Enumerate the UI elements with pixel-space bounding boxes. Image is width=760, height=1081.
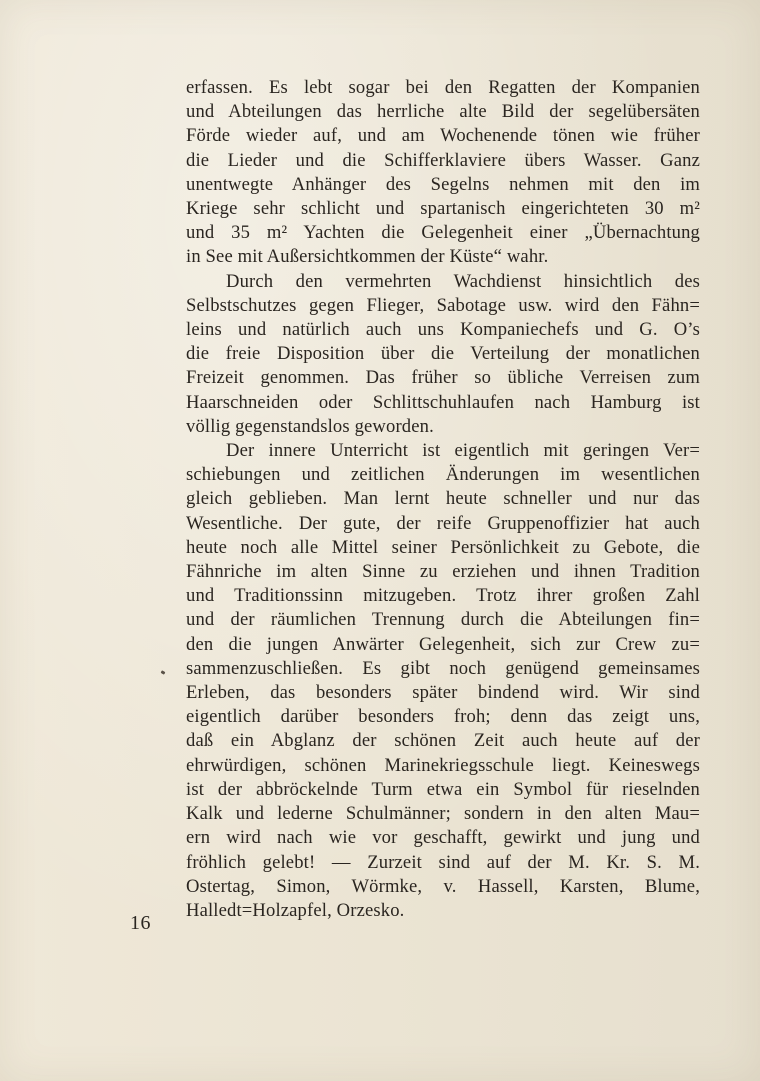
- text-line: Ostertag, Simon, Wörmke, v. Hassell, Karsten, Blume,: [186, 875, 700, 897]
- text-line: und der räumlichen Trennung durch die Abteilungen fin=: [186, 609, 700, 631]
- text-line: fröhlich gelebt! — Zurzeit sind auf der M. Kr. S. M.: [186, 851, 700, 873]
- text-line: sammenzuschließen. Es gibt noch genügend gemeinsames: [186, 657, 700, 679]
- text-line: schiebungen und zeitlichen Änderungen im wesentlichen: [186, 464, 700, 486]
- text-line: Förde wieder auf, und am Wochenende tönen wie früher: [186, 125, 700, 147]
- text-line: heute noch alle Mittel seiner Persönlichkeit zu Gebote, die: [186, 536, 700, 558]
- text-line: Erleben, das besonders später bindend wird. Wir sind: [186, 682, 700, 704]
- text-line: die freie Disposition über die Verteilung der monatlichen: [186, 343, 700, 365]
- text-line: in See mit Außersichtkommen der Küste“ wahr.: [186, 246, 549, 268]
- ink-speck: [161, 670, 166, 675]
- text-line: Selbstschutzes gegen Flieger, Sabotage usw. wird den Fähn=: [186, 294, 700, 316]
- text-line: und 35 m² Yachten die Gelegenheit einer „Übernachtung: [186, 222, 700, 244]
- text-line: den die jungen Anwärter Gelegenheit, sich zur Crew zu=: [186, 633, 700, 655]
- text-line: Freizeit genommen. Das früher so übliche Verreisen zum: [186, 367, 700, 389]
- text-line: leins und natürlich auch uns Kompaniechefs und G. O’s: [186, 319, 700, 341]
- text-line: Halledt=Holzapfel, Orzesko.: [186, 899, 405, 921]
- text-line: Durch den vermehrten Wachdienst hinsichtlich des: [226, 270, 700, 292]
- text-line: Fähnriche im alten Sinne zu erziehen und ihnen Tradition: [186, 561, 700, 583]
- text-line: eigentlich darüber besonders froh; denn das zeigt uns,: [186, 706, 700, 728]
- text-line: Wesentliche. Der gute, der reife Gruppenoffizier hat auch: [186, 512, 700, 534]
- text-line: ist der abbröckelnde Turm etwa ein Symbol für rieselnden: [186, 778, 700, 800]
- text-line: unentwegte Anhänger des Segelns nehmen mit den im: [186, 173, 700, 195]
- text-line: gleich geblieben. Man lernt heute schneller und nur das: [186, 488, 700, 510]
- text-line: daß ein Abglanz der schönen Zeit auch heute auf der: [186, 730, 700, 752]
- text-line: erfassen. Es lebt sogar bei den Regatten der Kompanien: [186, 77, 700, 98]
- text-line: Haarschneiden oder Schlittschuhlaufen nach Hamburg ist: [186, 391, 700, 413]
- body-text: [186, 76, 700, 923]
- text-line: und Abteilungen das herrliche alte Bild der segelübersäten: [186, 101, 700, 123]
- page-number: 16: [130, 912, 151, 934]
- text-line: die Lieder und die Schifferklaviere übers Wasser. Ganz: [186, 149, 700, 171]
- text-line: Der innere Unterricht ist eigentlich mit geringen Ver=: [226, 440, 700, 462]
- text-line: und Traditionssinn mitzugeben. Trotz ihrer großen Zahl: [186, 585, 700, 607]
- text-line: Kalk und lederne Schulmänner; sondern in den alten Mau=: [186, 803, 700, 825]
- text-line: ehrwürdigen, schönen Marinekriegsschule liegt. Keineswegs: [186, 754, 700, 776]
- text-line: ern wird nach wie vor geschafft, gewirkt und jung und: [186, 827, 700, 849]
- text-line: Kriege sehr schlicht und spartanisch eingerichteten 30 m²: [186, 198, 700, 220]
- text-line: völlig gegenstandslos geworden.: [186, 415, 434, 437]
